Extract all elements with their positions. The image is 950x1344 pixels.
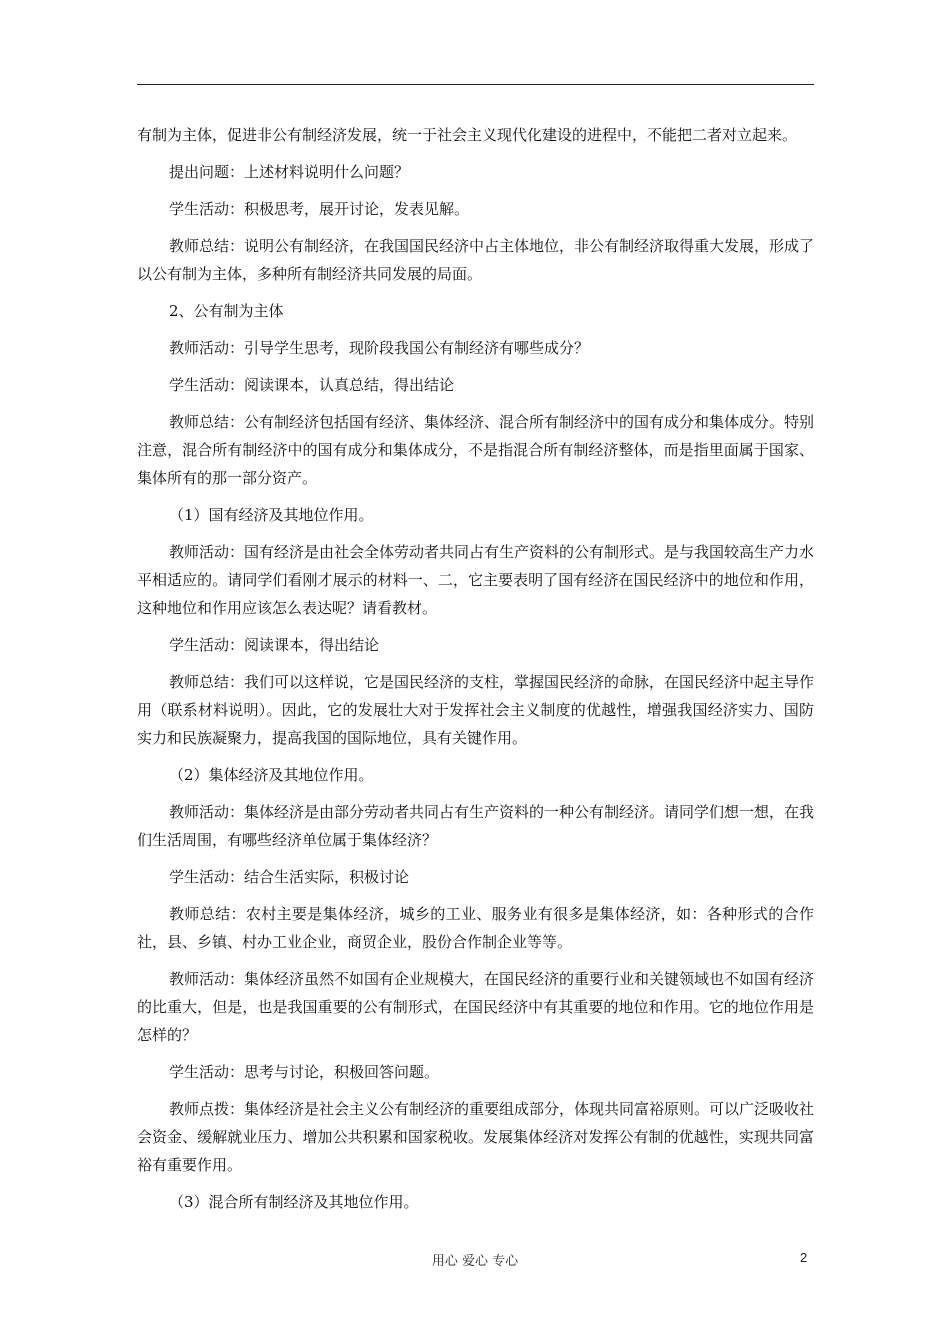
paragraph: 教师活动：集体经济是由部分劳动者共同占有生产资料的一种公有制经济。请同学们想一想，在我们生活周围，有哪些经济单位属于集体经济？ <box>137 803 815 849</box>
paragraph: 学生活动：思考与讨论，积极回答问题。 <box>169 1063 440 1081</box>
paragraph: 教师活动：引导学生思考，现阶段我国公有制经济有哪些成分？ <box>169 339 590 357</box>
paragraph: 教师总结：我们可以这样说，它是国民经济的支柱，掌握国民经济的命脉，在国民经济中起主导作用（联系材料说明）。因此，它的发展壮大对于发挥社会主义制度的优越性，增强我国经济实力、国防实力和民族凝聚力，提高我国的国际地位，具有关键作用。 <box>137 673 815 747</box>
paragraph: 教师点拨：集体经济是社会主义公有制经济的重要组成部分，体现共同富裕原则。可以广泛吸收社会资金、缓解就业压力、增加公共积累和国家税收。发展集体经济对发挥公有制的优越性，实现共同富裕有重要作用。 <box>137 1100 815 1174</box>
paragraph: 教师总结：说明公有制经济，在我国国民经济中占主体地位，非公有制经济取得重大发展，形成了以公有制为主体，多种所有制经济共同发展的局面。 <box>137 237 815 283</box>
page-number: 2 <box>800 1250 808 1265</box>
section-heading: 2、公有制为主体 <box>169 302 284 320</box>
paragraph: 提出问题：上述材料说明什么问题？ <box>169 163 410 181</box>
paragraph: 教师总结：农村主要是集体经济，城乡的工业、服务业有很多是集体经济，如：各种形式的合作社，县、乡镇、村办工业企业，商贸企业，股份合作制企业等等。 <box>137 905 814 951</box>
paragraph: 学生活动：阅读课本，得出结论 <box>169 636 380 654</box>
paragraph: 学生活动：积极思考，展开讨论，发表见解。 <box>169 200 470 218</box>
paragraph: 有制为主体，促进非公有制经济发展，统一于社会主义现代化建设的进程中，不能把二者对立起来。 <box>137 126 798 144</box>
subsection-heading: （2）集体经济及其地位作用。 <box>169 766 374 784</box>
subsection-heading: （1）国有经济及其地位作用。 <box>169 506 374 524</box>
footer-slogan: 用心 爱心 专心 <box>431 1254 519 1269</box>
subsection-heading: （3）混合所有制经济及其地位作用。 <box>169 1193 419 1211</box>
paragraph: 教师活动：国有经济是由社会全体劳动者共同占有生产资料的公有制形式。是与我国较高生产力水平相适应的。请同学们看刚才展示的材料一、二，它主要表明了国有经济在国民经济中的地位和作用，这种地位和作用应该怎么表达呢？请看教材。 <box>137 543 815 617</box>
document-body <box>137 121 814 1225</box>
paragraph: 教师活动：集体经济虽然不如国有企业规模大，在国民经济的重要行业和关键领域也不如国有经济的比重大，但是，也是我国重要的公有制形式，在国民经济中有其重要的地位和作用。它的地位作用是怎样的？ <box>137 970 815 1044</box>
header-rule <box>137 84 814 85</box>
paragraph: 学生活动：结合生活实际，积极讨论 <box>169 868 410 886</box>
paragraph: 学生活动：阅读课本，认真总结，得出结论 <box>169 376 455 394</box>
paragraph: 教师总结：公有制经济包括国有经济、集体经济、混合所有制经济中的国有成分和集体成分。特别注意，混合所有制经济中的国有成分和集体成分，不是指混合所有制经济整体，而是指里面属于国家、集体所有的那一部分资产。 <box>137 413 815 487</box>
